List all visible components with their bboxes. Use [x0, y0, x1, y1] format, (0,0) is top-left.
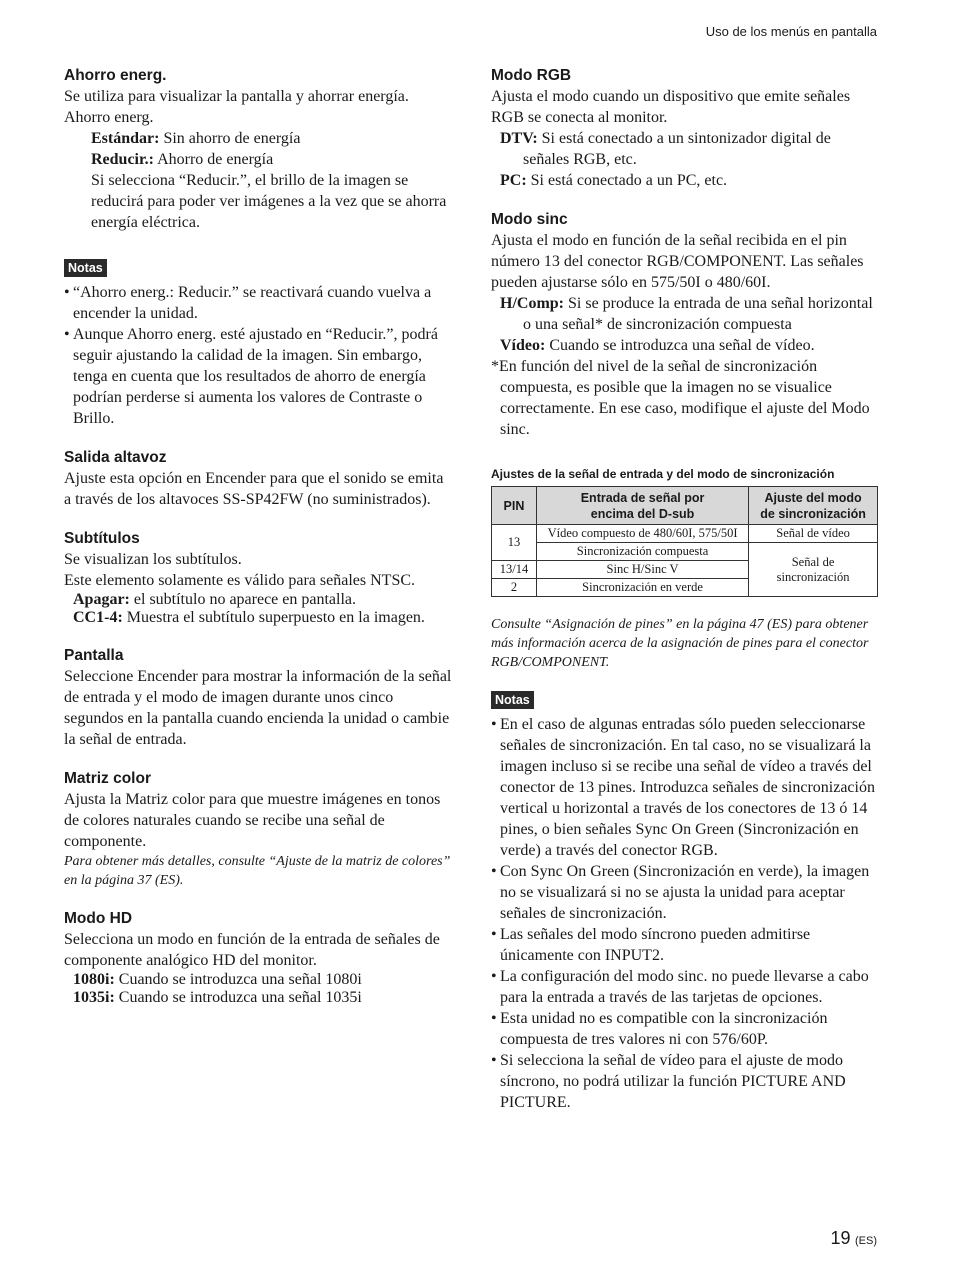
- table-cell: Sincronización en verde: [536, 579, 748, 597]
- section-title: Pantalla: [64, 647, 124, 664]
- table-header-row: [492, 487, 878, 525]
- table-cell: Sincronización compuesta: [536, 543, 748, 561]
- notes-block: [491, 691, 881, 1113]
- section-note: Para obtener más detalles, consulte “Ajuste de la matriz de colores” en la página 37 (ES).: [64, 854, 451, 888]
- running-header: Uso de los menús en pantalla: [705, 24, 877, 39]
- table-row: [492, 525, 878, 543]
- option-item: CC1-4: Muestra el subtítulo superpuesto en la imagen.: [73, 609, 425, 626]
- section-desc: Selecciona un modo en función de la entrada de señales de componente analógico HD del monitor.: [64, 931, 440, 969]
- option-item: H/Comp: Si se produce la entrada de una señal horizontal o una señal* de sincronización compuesta: [500, 295, 873, 333]
- section-modohd: [64, 909, 452, 1007]
- section-ahorro: [64, 66, 452, 233]
- section-title: Matriz color: [64, 770, 151, 787]
- section-desc: Ajuste esta opción en Encender para que el sonido se emita a través de los altavoces SS-SP42FW (no suministrados).: [64, 470, 444, 508]
- section-desc: Ajusta el modo cuando un dispositivo que emite señales RGB se conecta al monitor.: [491, 88, 851, 126]
- header-cell-pin: PIN: [492, 487, 537, 525]
- header-cell-entrada: Entrada de señal por encima del D-sub: [536, 487, 748, 525]
- list-item: • Aunque Ahorro energ. esté ajustado en “Reducir.”, podrá seguir ajustando la calidad de la imagen. Sin embargo, tenga en cuenta que los resultados de ahorro de energía podrían perderse si aumenta los valores de Contraste o Brillo.: [64, 324, 452, 429]
- section-title: Subtítulos: [64, 530, 140, 547]
- option-item: Estándar: Sin ahorro de energía: [91, 130, 301, 147]
- section-modosinc: [491, 210, 881, 440]
- table-cell: Sinc H/Sinc V: [536, 561, 748, 579]
- section-desc: Seleccione Encender para mostrar la información de la señal de entrada y el modo de imagen durante unos cinco segundos en la pantalla cuando encienda la unidad o cambie la señal de entrada.: [64, 668, 452, 748]
- table-cell: 13: [492, 525, 537, 561]
- page-number: [831, 1228, 877, 1249]
- list-item: • Esta unidad no es compatible con la sincronización compuesta de tres valores ni con 576/60P.: [491, 1008, 881, 1050]
- notes-badge: Notas: [491, 691, 534, 709]
- section-desc: Se utiliza para visualizar la pantalla y ahorrar energía.: [64, 88, 409, 105]
- list-item: • Con Sync On Green (Sincronización en verde), la imagen no se visualizará si no se ajusta la unidad para aceptar señales de sincronización.: [491, 861, 881, 924]
- table-caption: Ajustes de la señal de entrada y del modo de sincronización: [491, 467, 835, 481]
- section-pantalla: [64, 646, 452, 750]
- section-modorgb: [491, 66, 881, 191]
- left-column: [64, 66, 452, 1026]
- notes-list: [64, 282, 452, 429]
- option-item: DTV: Si está conectado a un sintonizador digital de señales RGB, etc.: [500, 130, 831, 168]
- option-item: Apagar: el subtítulo no aparece en pantalla.: [73, 591, 357, 608]
- section-desc: Ajusta la Matriz color para que muestre imágenes en tonos de colores naturales cuando se recibe una señal de componente.: [64, 791, 441, 850]
- page-number-value: 19: [830, 1228, 851, 1248]
- table-cell: 2: [492, 579, 537, 597]
- sync-settings-table: [491, 486, 878, 597]
- notes-badge: Notas: [64, 259, 107, 277]
- list-item: • Si selecciona la señal de vídeo para el ajuste de modo síncrono, no podrá utilizar la función PICTURE AND PICTURE.: [491, 1050, 881, 1113]
- option-item: Vídeo: Cuando se introduzca una señal de vídeo.: [500, 337, 815, 354]
- notes-block: [64, 259, 452, 429]
- list-item: • Las señales del modo síncrono pueden admitirse únicamente con INPUT2.: [491, 924, 881, 966]
- list-item: • En el caso de algunas entradas sólo pueden seleccionarse señales de sincronización. En tal caso, no se visualizará la imagen incluso si se recibe una señal de vídeo a través del conector de 13 pines. Introduzca señales de sincronización vertical u horizontal a través de los conectores de 13 ó 14 pines, o bien señales Sync On Green (Sincronización en verde) a través del conector RGB.: [491, 714, 881, 861]
- right-column: [491, 66, 881, 1113]
- table-cell: 13/14: [492, 561, 537, 579]
- page-language: (ES): [855, 1235, 877, 1247]
- section-title: Modo sinc: [491, 211, 568, 228]
- option-item: 1035i: Cuando se introduzca una señal 1035i: [73, 989, 362, 1006]
- section-title: Salida altavoz: [64, 449, 167, 466]
- section-salida: [64, 448, 452, 510]
- section-title: Ahorro energ.: [64, 67, 167, 84]
- option-item: 1080i: Cuando se introduzca una señal 1080i: [73, 971, 362, 988]
- section-desc: Se visualizan los subtítulos.: [64, 551, 242, 568]
- option-extra: Si selecciona “Reducir.”, el brillo de la imagen se reducirá para poder ver imágenes a la vez que se ahorra energía eléctrica.: [91, 172, 447, 231]
- table-cell: Señal de vídeo: [749, 525, 878, 543]
- section-subtitulos: [64, 529, 452, 627]
- section-desc: Ajusta el modo en función de la señal recibida en el pin número 13 del conector RGB/COMPONENT. Las señales pueden ajustarse sólo en 575/50I o 480/60I.: [491, 232, 864, 291]
- section-desc: Ahorro energ.: [64, 109, 154, 126]
- option-item: Reducir.: Ahorro de energía: [91, 151, 274, 168]
- reference-note: Consulte “Asignación de pines” en la página 47 (ES) para obtener más información acerca de la asignación de pines para el conector RGB/COMPONENT.: [491, 617, 869, 670]
- table-row: [492, 543, 878, 561]
- list-item: • La configuración del modo sinc. no puede llevarse a cabo para la entrada a través de las tarjetas de opciones.: [491, 966, 881, 1008]
- section-matriz: [64, 769, 452, 890]
- footnote: *En función del nivel de la señal de sincronización compuesta, es posible que la imagen no se visualice correctamente. En ese caso, modifique el ajuste del Modo sinc.: [491, 358, 870, 438]
- table-cell: Vídeo compuesto de 480/60I, 575/50I: [536, 525, 748, 543]
- option-item: PC: Si está conectado a un PC, etc.: [500, 172, 728, 189]
- header-cell-ajuste: Ajuste del modo de sincronización: [749, 487, 878, 525]
- section-desc: Este elemento solamente es válido para señales NTSC.: [64, 572, 416, 589]
- section-title: Modo HD: [64, 910, 133, 927]
- table-cell: Señal de sincronización: [749, 543, 878, 597]
- notes-list: [491, 714, 881, 1113]
- section-title: Modo RGB: [491, 67, 572, 84]
- list-item: • “Ahorro energ.: Reducir.” se reactivará cuando vuelva a encender la unidad.: [64, 282, 452, 324]
